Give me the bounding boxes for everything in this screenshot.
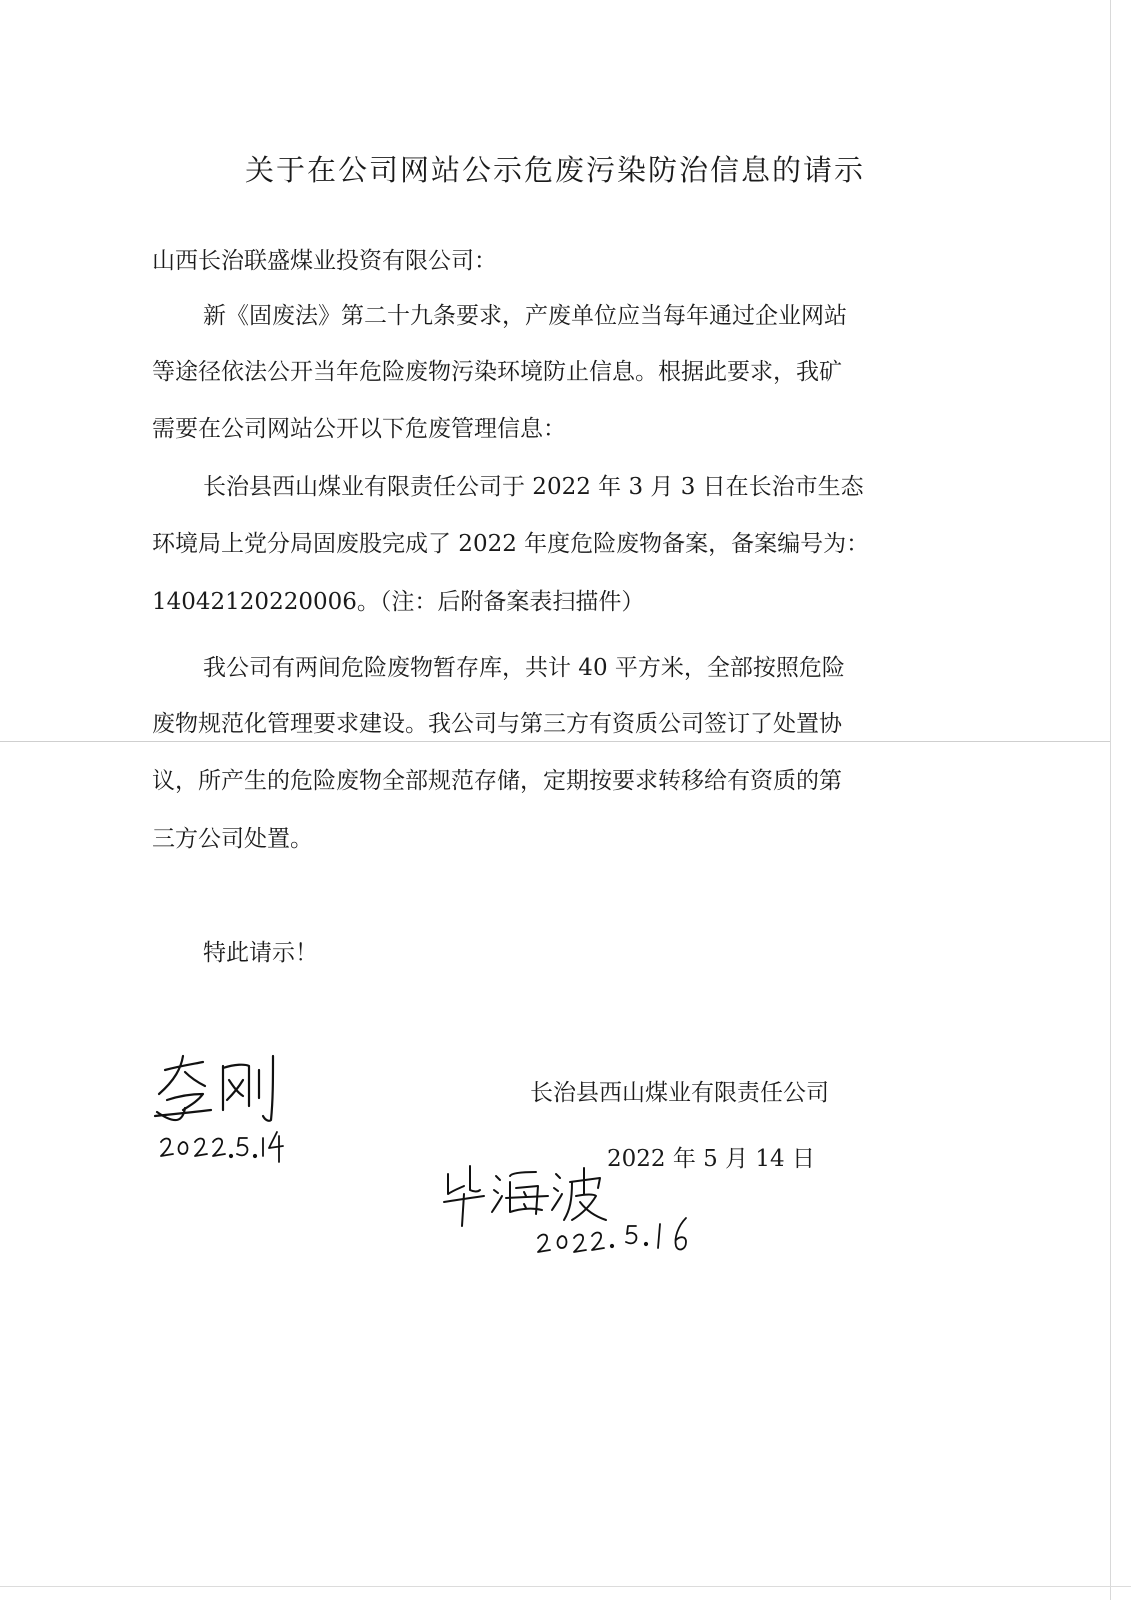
paragraph-3-line-3: 议，所产生的危险废物全部规范存储，定期按要求转移给有资质的第 — [152, 768, 842, 794]
paragraph-3-line-1: 我公司有两间危险废物暂存库，共计 40 平方米，全部按照危险 — [203, 655, 845, 681]
paragraph-3-line-2: 废物规范化管理要求建设。我公司与第三方有资质公司签订了处置协 — [152, 711, 842, 737]
document-title: 关于在公司网站公示危废污染防治信息的请示 — [244, 153, 865, 187]
paragraph-2-line-1: 长治县西山煤业有限责任公司于 2022 年 3 月 3 日在长治市生态 — [203, 474, 864, 500]
scan-edge-right — [1110, 0, 1111, 1600]
scan-edge-bottom — [0, 1586, 1131, 1587]
closing-remark: 特此请示！ — [203, 940, 318, 966]
addressee: 山西长治联盛煤业投资有限公司： — [152, 248, 497, 274]
paragraph-1-line-2: 等途径依法公开当年危险废物污染环境防止信息。根据此要求，我矿 — [152, 359, 842, 385]
handwritten-signature-2 — [440, 1160, 710, 1260]
paragraph-1-line-3: 需要在公司网站公开以下危废管理信息： — [152, 416, 566, 442]
paragraph-1-line-1: 新《固废法》第二十九条要求，产废单位应当每年通过企业网站 — [203, 303, 847, 329]
signature-company: 长治县西山煤业有限责任公司 — [530, 1080, 829, 1106]
paragraph-2-line-3: 14042120220006。（注：后附备案表扫描件） — [152, 589, 645, 615]
signature-date: 2022 年 5 月 14 日 — [607, 1146, 815, 1172]
paragraph-2-line-2: 环境局上党分局固废股完成了 2022 年度危险废物备案，备案编号为： — [152, 531, 870, 557]
scan-artifact-line — [0, 741, 1110, 742]
handwritten-signature-1 — [145, 1050, 295, 1180]
paragraph-3-line-4: 三方公司处置。 — [152, 826, 313, 852]
